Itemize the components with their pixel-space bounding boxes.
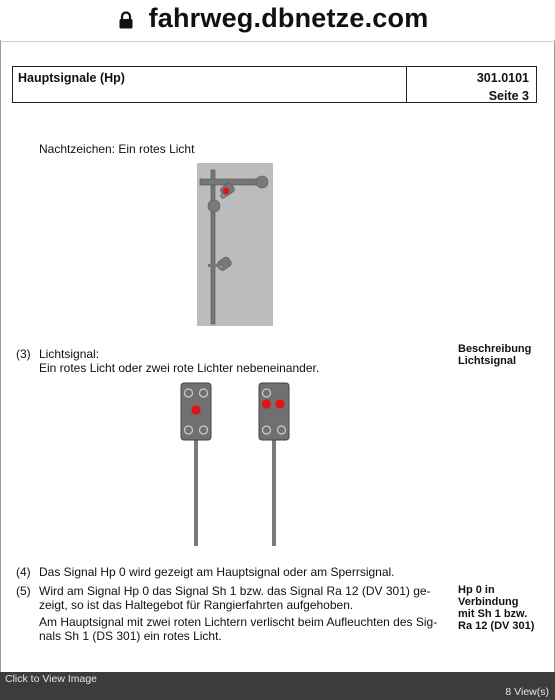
side-note-line: Ra 12 (DV 301) xyxy=(458,620,535,632)
document-number: 301.0101 xyxy=(476,71,529,85)
section-text-line: zeigt, so ist das Haltegebot für Rangierfahrten aufgehoben. xyxy=(39,598,354,612)
address-bar-divider xyxy=(0,41,555,42)
url-text[interactable]: fahrweg.dbnetze.com xyxy=(148,3,429,33)
section-text-line: Wird am Signal Hp 0 das Signal Sh 1 bzw. das Signal Ra 12 (DV 301) ge- xyxy=(39,584,431,598)
side-note-line: Verbindung xyxy=(458,596,519,608)
header-divider xyxy=(406,67,407,102)
light-signal-single-red xyxy=(180,382,212,548)
document-header xyxy=(12,66,537,103)
image-viewer-bar xyxy=(0,672,555,700)
light-signal-double-red xyxy=(258,382,290,548)
section-number: (4) xyxy=(16,565,31,579)
page-number: Seite 3 xyxy=(488,89,529,103)
section-text-line: nals Sh 1 (DS 301) ein rotes Licht. xyxy=(39,629,222,643)
section-text-line: Am Hauptsignal mit zwei roten Lichtern verlischt beim Aufleuchten des Sig- xyxy=(39,615,438,629)
view-count: 8 View(s) xyxy=(505,686,549,698)
side-note-line: Lichtsignal xyxy=(458,355,517,367)
address-bar[interactable] xyxy=(0,0,555,40)
side-note-line: Beschreibung xyxy=(458,343,532,355)
click-to-view-link[interactable]: Click to View Image xyxy=(5,673,98,685)
section-text-line: Ein rotes Licht oder zwei rote Lichter nebeneinander. xyxy=(39,361,320,375)
side-note-line: mit Sh 1 bzw. xyxy=(458,608,528,620)
section-text-line: Lichtsignal: xyxy=(39,347,100,361)
document-title: Hauptsignale (Hp) xyxy=(18,71,125,85)
semaphore-signal-illustration xyxy=(197,163,273,326)
side-note-line: Hp 0 in xyxy=(458,584,495,596)
section-text-line: Das Signal Hp 0 wird gezeigt am Hauptsignal oder am Sperrsignal. xyxy=(39,565,395,579)
section-number: (5) xyxy=(16,584,31,598)
night-sign-text: Nachtzeichen: Ein rotes Licht xyxy=(39,142,195,156)
section-number: (3) xyxy=(16,347,31,361)
